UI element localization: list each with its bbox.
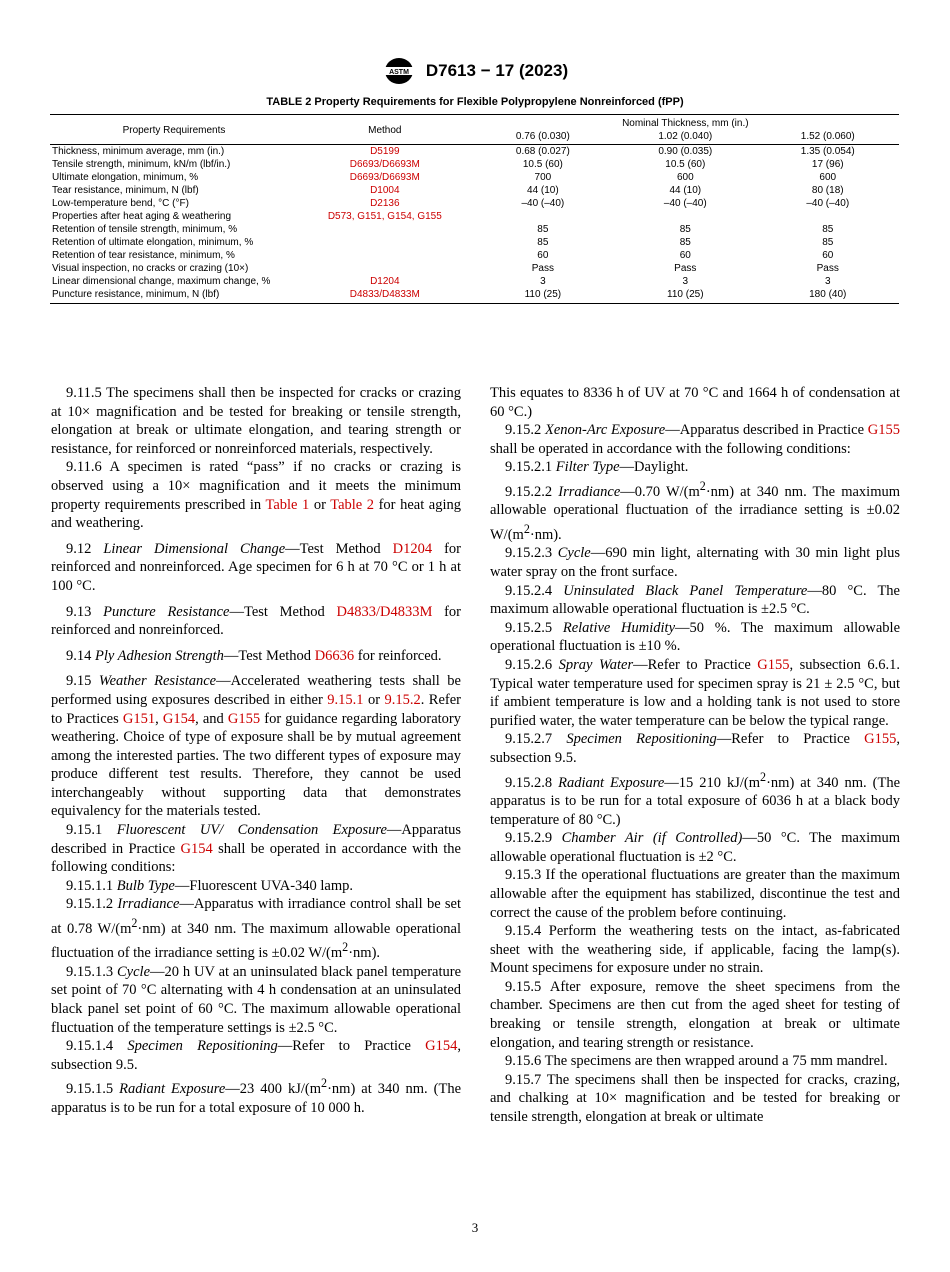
- method-cell[interactable]: D573, G151, G154, G155: [327, 211, 442, 222]
- paragraph-9-15-2-2: 9.15.2.2 Irradiance—0.70 $W/(m^2\cdot nm)$ at 340 nm. The maximum allowable operational fluctuation of the irradiance setting is ±0.02 $W/(m^2\cdot nm)$.: [490, 478, 901, 543]
- value-cell: 85: [537, 224, 549, 235]
- method-cell[interactable]: D1204: [370, 276, 400, 287]
- value-cell: 110 (25): [614, 288, 756, 304]
- paragraph-9-15-6: 9.15.6 The specimens are then wrapped around a 75 mm mandrel.: [505, 1053, 888, 1070]
- paragraph-9-12: 9.12 Linear Dimensional Change—Test Method D1204 for reinforced and nonreinforced. Age specimen for 6 h at 70 °C or 1 h at 100 °C.: [51, 540, 461, 594]
- property-cell: Properties after heat aging & weathering: [52, 211, 231, 222]
- column-group-header-thickness: Nominal Thickness, mm (in.): [472, 115, 899, 131]
- section-9-15-2-link[interactable]: 9.15.2: [384, 691, 421, 708]
- value-cell: 10.5 (60): [522, 159, 563, 170]
- value-cell: Pass: [816, 263, 839, 274]
- property-cell: Linear dimensional change, maximum change, %: [52, 276, 271, 287]
- property-requirements-table: [50, 114, 899, 304]
- method-cell[interactable]: D1004: [370, 185, 400, 196]
- value-cell: 60: [537, 250, 549, 261]
- right-text-column: [490, 384, 900, 1127]
- value-cell: 0.68 (0.027): [515, 146, 570, 157]
- paragraph-9-15-1: 9.15.1 Fluorescent UV/ Condensation Exposure—Apparatus described in Practice G154 shall be operated in accordance with the following conditions:: [51, 822, 461, 876]
- method-cell[interactable]: [298, 249, 472, 262]
- paragraph-9-15-2: 9.15.2 Xenon-Arc Exposure—Apparatus described in Practice G155 shall be operated in accordance with the following conditions:: [490, 422, 901, 457]
- table-row: [50, 236, 899, 249]
- property-cell: Tensile strength, minimum, kN/m (lbf/in.): [52, 159, 231, 170]
- paragraph-9-15-2-4: 9.15.2.4 Uninsulated Black Panel Temperature—80 °C. The maximum allowable operational fluctuation is ±2.5 °C.: [490, 582, 900, 618]
- value-cell: 85: [822, 237, 834, 248]
- g151-link[interactable]: G151: [122, 710, 156, 727]
- value-cell: 44 (10): [527, 185, 559, 196]
- d4833-link[interactable]: D4833/D4833M: [336, 603, 433, 620]
- standard-designation: D7613 − 17 (2023): [425, 61, 569, 80]
- paragraph-9-15-2-6: 9.15.2.6 Spray Water—Refer to Practice G155, subsection 6.6.1. Typical water temperature used for specimen spray is 21 ± 2.5 °C, but if ambient temperature is low and a holding tank is not used to store purified water, the water temperature can be below the typical range.: [490, 656, 901, 729]
- paragraph-9-15-2-5: 9.15.2.5 Relative Humidity—50 %. The maximum allowable operational fluctuation is ±10 %.: [490, 619, 901, 655]
- value-cell: 44 (10): [669, 185, 702, 196]
- paragraph-9-15-1-5: 9.15.1.5 Radiant Exposure—23 400 $kJ/(m^2\cdot nm)$ at 340 nm. (The apparatus is to be run for a total exposure of 10 000 h.: [51, 1076, 462, 1116]
- paragraph-9-11-5: 9.11.5 The specimens shall then be inspected for cracks or crazing at 10× magnification and be tested for breaking or tensile strength, elongation at break or ultimate elongation, and tearing strength or resistance, for reinforced or nonreinforced materials, respectively.: [51, 385, 461, 457]
- value-cell: 0.90 (0.035): [658, 146, 713, 157]
- paragraph-9-13: 9.13 Puncture Resistance—Test Method D4833/D4833M for reinforced and nonreinforced.: [51, 603, 461, 639]
- property-cell: Ultimate elongation, minimum, %: [52, 172, 199, 183]
- table-row: [50, 288, 899, 304]
- g154-link[interactable]: G154: [162, 710, 196, 727]
- left-text-column: [51, 384, 461, 1117]
- column-header-thickness: 0.76 (0.030): [472, 130, 614, 145]
- table-row: [50, 223, 899, 236]
- value-cell: 85: [822, 224, 834, 235]
- table-row: [50, 262, 899, 275]
- paragraph-9-15-2-9: 9.15.2.9 Chamber Air (if Controlled)—50 °C. The maximum allowable operational fluctuation is ±2 °C.: [490, 830, 901, 865]
- value-cell: 85: [679, 224, 691, 235]
- property-cell: Low-temperature bend, °C (°F): [52, 198, 189, 209]
- value-cell: 180 (40): [757, 288, 899, 304]
- value-cell: –40 (–40): [521, 198, 565, 209]
- value-cell: Pass: [674, 263, 697, 274]
- method-cell[interactable]: D5199: [370, 146, 400, 157]
- property-cell: Retention of tensile strength, minimum, %: [52, 224, 238, 235]
- table-2-link[interactable]: Table 2: [330, 496, 375, 513]
- method-cell[interactable]: D6693/D6693M: [349, 159, 420, 170]
- d1204-link[interactable]: D1204: [392, 540, 433, 557]
- paragraph-continuation: This equates to 8336 h of UV at 70 °C and 1664 h of condensation at 60 °C.): [490, 385, 900, 420]
- g154-link[interactable]: G154: [425, 1038, 458, 1055]
- paragraph-9-15-2-3: 9.15.2.3 Cycle—690 min light, alternating with 30 min light plus water spray on the front surface.: [490, 545, 900, 580]
- paragraph-9-15-5: 9.15.5 After exposure, remove the sheet specimens from the chamber. Specimens are then cut from the aged sheet for testing of breaking or tensile strength, elongation at break or ultimate elongation, and tearing strength or resistance.: [490, 978, 900, 1051]
- method-cell[interactable]: [298, 223, 472, 236]
- section-9-15-1-link[interactable]: 9.15.1: [327, 691, 364, 708]
- paragraph-9-15-3: 9.15.3 If the operational fluctuations are greater than the maximum allowable after the equipment has stabilized, discontinue the test and correct the cause of the problem before continuing.: [490, 867, 900, 921]
- column-header-thickness: 1.52 (0.060): [757, 130, 899, 145]
- method-cell[interactable]: D6693/D6693M: [349, 172, 420, 183]
- paragraph-9-15-7: 9.15.7 The specimens shall then be inspected for cracks, crazing, and chalking at 10× magnification and be tested for breaking or tensile strength, elongation at break or ultimate: [490, 1071, 900, 1126]
- g154-link[interactable]: G154: [180, 840, 213, 857]
- table-row: [50, 145, 899, 159]
- paragraph-9-11-6: 9.11.6 A specimen is rated “pass” if no cracks or crazing is observed using a 10× magnification and it meets the minimum property requirements prescribed in Table 1 or Table 2 for heat aging and weathering.: [51, 459, 462, 532]
- column-header-thickness: 1.02 (0.040): [614, 130, 756, 145]
- paragraph-9-15-1-4: 9.15.1.4 Specimen Repositioning—Refer to Practice G154, subsection 9.5.: [51, 1038, 462, 1073]
- table-1-link[interactable]: Table 1: [265, 496, 310, 513]
- column-header-method: Method: [298, 115, 472, 145]
- paragraph-9-15: 9.15 Weather Resistance—Accelerated weathering tests shall be performed using exposures described in either 9.15.1 or 9.15.2. Refer to Practices G151, G154, and G155 for guidance regarding laboratory weathering. Choice of type of exposure shall be by mutual agreement among the interested parties. The two different types of exposure may produce different test results. Therefore, they cannot be used interchangeably without supporting data that demonstrates equivalency for the materials tested.: [51, 673, 461, 820]
- paragraph-9-14: 9.14 Ply Adhesion Strength—Test Method D6636 for reinforced.: [66, 647, 442, 664]
- paragraph-9-15-2-7: 9.15.2.7 Specimen Repositioning—Refer to Practice G155, subsection 9.5.: [490, 731, 901, 766]
- paragraph-9-15-2-8: 9.15.2.8 Radiant Exposure—15 210 $kJ/(m^2\cdot nm)$ at 340 nm. (The apparatus is to be run for a total exposure of 6036 h at a black body temperature of 80 °C.): [490, 769, 901, 828]
- g155-link[interactable]: G155: [864, 731, 897, 748]
- value-cell: 60: [822, 250, 834, 261]
- property-cell: Thickness, minimum average, mm (in.): [52, 146, 225, 157]
- method-cell[interactable]: [298, 262, 472, 275]
- paragraph-9-15-1-1: 9.15.1.1 Bulb Type—Fluorescent UVA-340 lamp.: [66, 877, 354, 894]
- value-cell: 600: [676, 172, 694, 183]
- g155-link[interactable]: G155: [867, 422, 901, 439]
- value-cell: 700: [534, 172, 552, 183]
- value-cell: –40 (–40): [663, 198, 707, 209]
- paragraph-9-15-1-2: 9.15.1.2 Irradiance—Apparatus with irradiance control shall be set at 0.78 $W/(m^2\cdot nm)$ at 340 nm. The maximum allowable operational fluctuation of the irradiance setting is ±0.02 $W/(m^2\cdot nm)$.: [51, 896, 461, 962]
- value-cell: [472, 210, 614, 223]
- property-cell: Retention of tear resistance, minimum, %: [52, 250, 235, 261]
- page-number: 3: [471, 1220, 479, 1235]
- paragraph-9-15-4: 9.15.4 Perform the weathering tests on the intact, as-fabricated sheet with the weathering side, if applicable, facing the lamp(s). Mount specimens for exposure under no strain.: [490, 923, 900, 977]
- method-cell[interactable]: D2136: [370, 198, 400, 209]
- table-row: [50, 275, 899, 288]
- value-cell: [614, 210, 756, 223]
- g155-link[interactable]: G155: [757, 656, 790, 673]
- value-cell: 1.35 (0.054): [800, 146, 855, 157]
- value-cell: –40 (–40): [806, 198, 850, 209]
- value-cell: 3: [824, 276, 831, 287]
- d6636-link[interactable]: D6636: [314, 647, 355, 664]
- value-cell: 600: [819, 172, 837, 183]
- property-cell: Puncture resistance, minimum, N (lbf): [50, 288, 298, 304]
- svg-text:ASTM: ASTM: [388, 69, 409, 76]
- method-cell[interactable]: D4833/D4833M: [298, 288, 472, 304]
- table-row: [50, 197, 899, 210]
- value-cell: 80 (18): [811, 185, 844, 196]
- value-cell: 3: [682, 276, 689, 287]
- page-header: [0, 56, 950, 86]
- table-title: TABLE 2 Property Requirements for Flexible Polypropylene Nonreinforced (fPP): [266, 96, 684, 108]
- property-cell: Visual inspection, no cracks or crazing (10×): [52, 263, 249, 274]
- table-row: [50, 249, 899, 262]
- value-cell: 3: [540, 276, 546, 287]
- value-cell: 110 (25): [472, 288, 614, 304]
- paragraph-9-15-2-1: 9.15.2.1 Filter Type—Daylight.: [505, 459, 689, 476]
- value-cell: 17 (96): [811, 159, 844, 170]
- value-cell: 60: [679, 250, 691, 261]
- table-row: [50, 210, 899, 223]
- astm-logo-icon: [382, 56, 416, 86]
- table-row: [50, 158, 899, 171]
- table-row: [50, 184, 899, 197]
- value-cell: [757, 210, 899, 223]
- value-cell: 85: [679, 237, 691, 248]
- paragraph-9-15-1-3: 9.15.1.3 Cycle—20 h UV at an uninsulated black panel temperature set point of 70 °C alternating with 4 h condensation at an uninsulated black panel set point of 60 °C. The maximum allowable operational fluctuation of the temperature settings is ±2.5 °C.: [51, 963, 462, 1036]
- column-header-property: Property Requirements: [50, 115, 298, 145]
- value-cell: Pass: [531, 263, 554, 274]
- value-cell: 10.5 (60): [665, 159, 706, 170]
- property-cell: Tear resistance, minimum, N (lbf): [52, 185, 199, 196]
- method-cell[interactable]: [298, 236, 472, 249]
- table-row: [50, 171, 899, 184]
- g155-link[interactable]: G155: [227, 710, 261, 727]
- value-cell: 85: [537, 237, 549, 248]
- property-cell: Retention of ultimate elongation, minimum, %: [52, 237, 254, 248]
